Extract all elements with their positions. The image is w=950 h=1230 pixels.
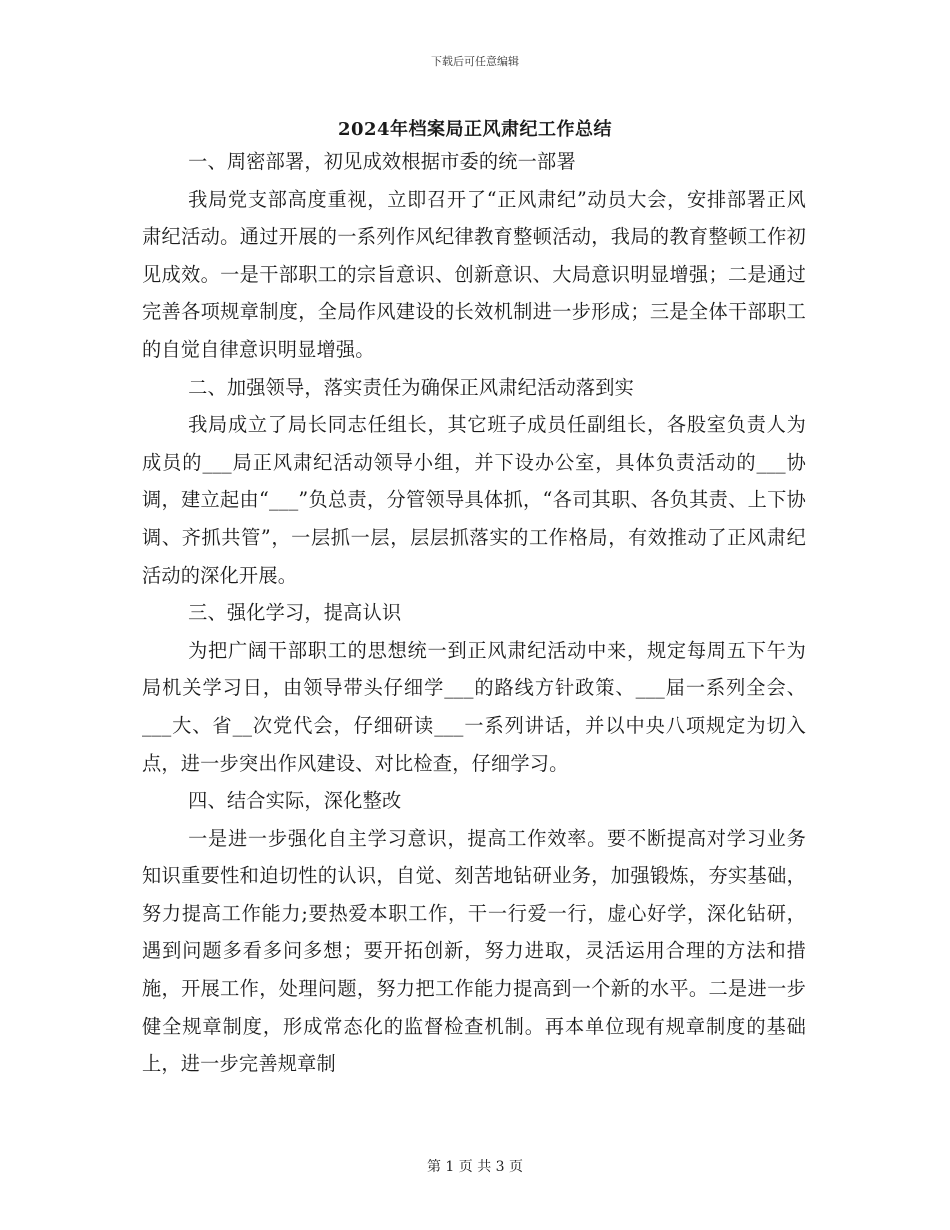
paragraph-1: 我局党支部高度重视，立即召开了“正风肃纪”动员大会，安排部署正风肃纪活动。通过开展的一系列作风纪律教育整顿活动，我局的教育整顿工作初见成效。一是干部职工的宗旨意识、创新意识、大局意识明显增强；二是通过完善各项规章制度，全局作风建设的长效机制进一步形成；三是全体干部职工的自觉自律意识明显增强。 (142, 187, 806, 361)
paragraph-4: 一是进一步强化自主学习意识，提高工作效率。要不断提高对学习业务知识重要性和迫切性的认识，自觉、刻苦地钻研业务，加强锻炼，夯实基础，努力提高工作能力;要热爱本职工作，干一行爱一行，虚心好学，深化钻研，遇到问题多看多问多想；要开拓创新，努力进取，灵活运用合理的方法和措施，开展工作，处理问题，努力把工作能力提高到一个新的水平。二是进一步健全规章制度，形成常态化的监督检查机制。再本单位现有规章制度的基础上，进一步完善规章制 (142, 826, 806, 1076)
heading-2: 二、加强领导，落实责任为确保正风肃纪活动落到实 (188, 375, 634, 399)
paragraph-2: 我局成立了局长同志任组长，其它班子成员任副组长，各股室负责人为成员的___局正风肃纪活动领导小组，并下设办公室，具体负责活动的___协调，建立起由“___”负总责，分管领导具体抓，“各司其职、各负其责、上下协调、齐抓共管”，一层抓一层，层层抓落实的工作格局，有效推动了正风肃纪活动的深化开展。 (142, 413, 806, 587)
document-title: 2024年档案局正风肃纪工作总结 (337, 119, 613, 140)
heading-1: 一、周密部署，初见成效根据市委的统一部署 (188, 150, 576, 173)
paragraph-3: 为把广阔干部职工的思想统一到正风肃纪活动中来，规定每周五下午为局机关学习日，由领导带头仔细学___的路线方针政策、___届一系列全会、___大、省__次党代会，仔细研读___一系列讲话，并以中央八项规定为切入点，进一步突出作风建设、对比检查，仔细学习。 (142, 638, 806, 775)
heading-3: 三、强化学习，提高认识 (188, 601, 402, 625)
document-body (142, 143, 806, 1083)
heading-4: 四、结合实际，深化整改 (188, 789, 402, 813)
page-footer: 第 1 页 共 3 页 (426, 1159, 524, 1175)
page-header: 下载后可任意编辑 (431, 55, 519, 68)
